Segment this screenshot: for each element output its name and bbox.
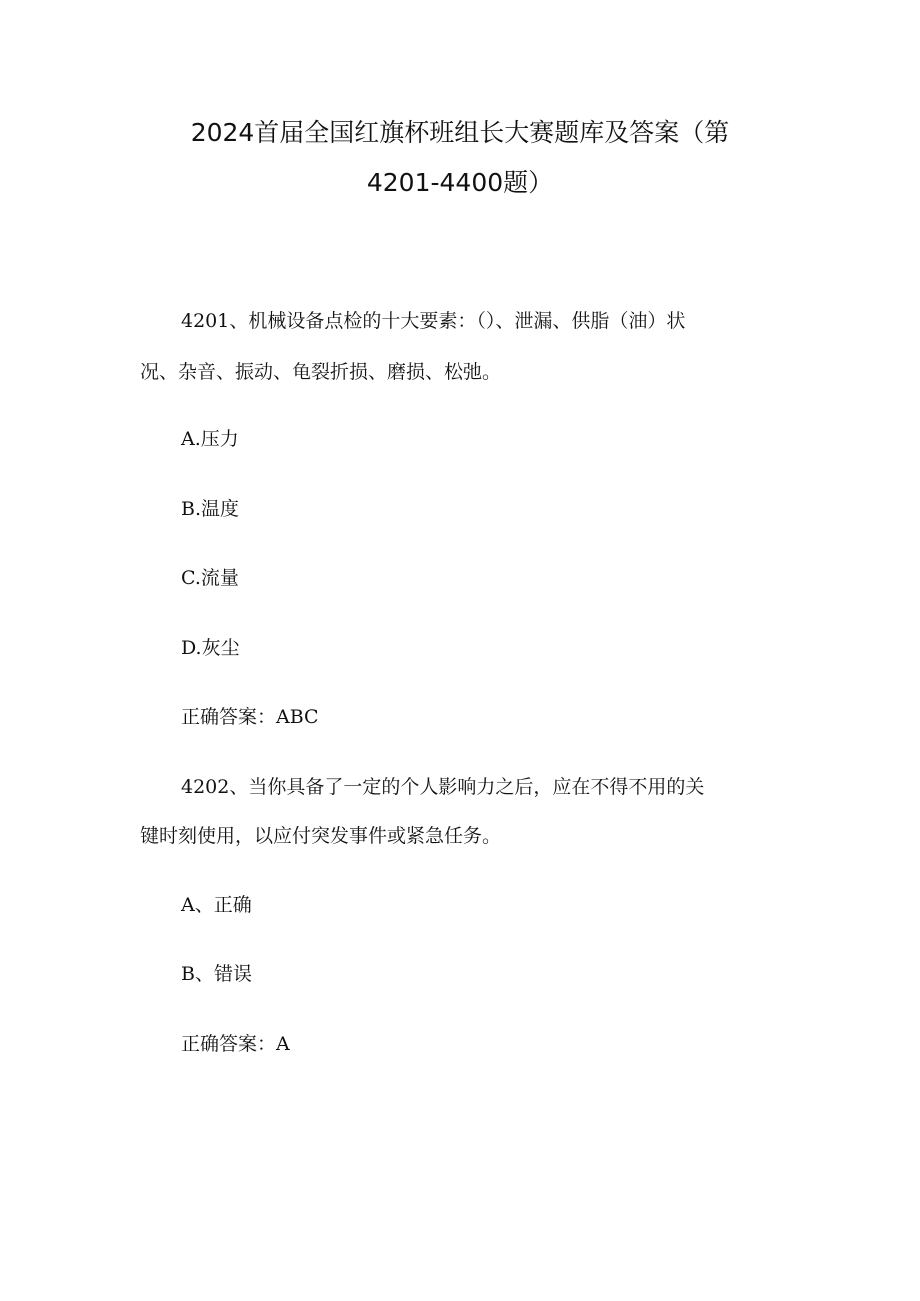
option-a: A、正确 [181,894,252,916]
option-a: A.压力 [181,428,239,450]
question-stem-line-2: 况、杂音、振动、龟裂折损、磨损、松弛。 [140,361,502,383]
correct-answer: 正确答案：ABC [181,706,319,728]
option-b: B、错误 [181,963,252,985]
document-title-line-2: 4201-4400题） [366,168,554,197]
question-stem-line-1: 4201、机械设备点检的十大要素：（）、泄漏、供脂（油）状 [181,310,686,332]
option-b: B.温度 [181,498,240,520]
document-title-line-1: 2024首届全国红旗杯班组长大赛题库及答案（第 [190,118,730,147]
option-d: D.灰尘 [181,637,240,659]
correct-answer: 正确答案：A [181,1033,290,1055]
option-c: C.流量 [181,567,239,589]
question-stem-line-2: 键时刻使用，以应付突发事件或紧急任务。 [140,825,502,847]
question-stem-line-1: 4202、当你具备了一定的个人影响力之后，应在不得不用的关 [181,776,705,798]
